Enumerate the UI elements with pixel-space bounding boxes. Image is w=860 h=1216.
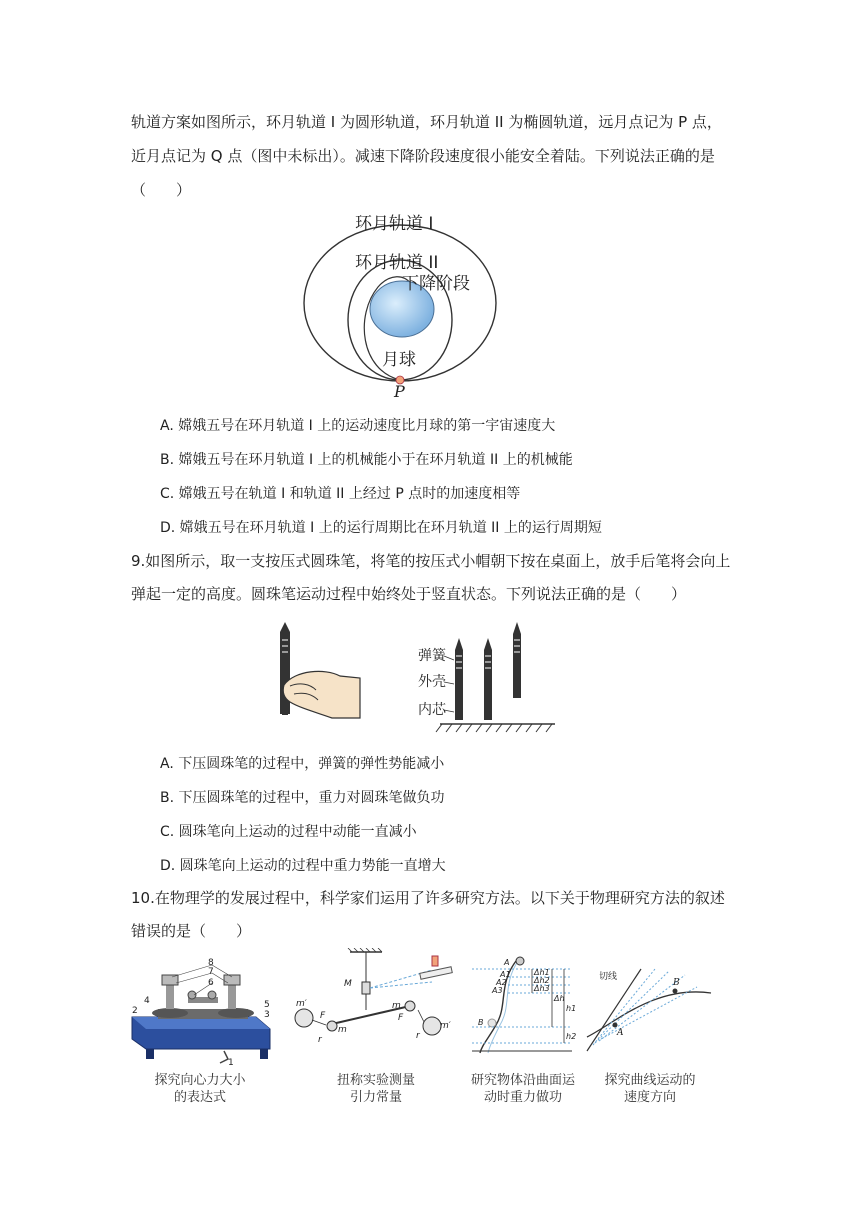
num-8: 8	[208, 958, 214, 968]
label-m-prime-left: m′	[296, 999, 307, 1009]
label-B-point: B	[673, 978, 680, 988]
q9-stem-line1: 9.如图所示，取一支按压式圆珠笔，将笔的按压式小帽朝下按在桌面上，放手后笔将会向上	[131, 552, 731, 570]
label-spring: 弹簧	[418, 648, 446, 664]
num-1: 1	[228, 1058, 234, 1067]
label-dh3: Δh3	[534, 984, 550, 993]
label-m-prime-right: m′	[440, 1021, 451, 1031]
num-4: 4	[144, 996, 150, 1006]
label-orbit-1: 环月轨道 I	[355, 214, 434, 234]
label-h1: h1	[566, 1004, 577, 1013]
label-A2: A2	[496, 978, 507, 987]
label-shell: 外壳	[418, 674, 446, 690]
hand-with-pen	[280, 622, 360, 718]
label-F-left: F	[320, 1011, 326, 1021]
label-A1: A1	[500, 970, 511, 979]
caption-curved-surface-line1: 研究物体沿曲面运	[470, 1073, 575, 1088]
curved-surface-figure	[468, 955, 580, 1059]
label-r-left: r	[318, 1035, 322, 1045]
label-F-right: F	[398, 1013, 404, 1023]
label-m-right: m	[392, 1001, 401, 1011]
q8-stem-line1: 轨道方案如图所示，环月轨道 I 为圆形轨道，环月轨道 II 为椭圆轨道，远月点记为 P 点，	[131, 113, 722, 131]
label-h2: h2	[566, 1032, 577, 1041]
caption-curve-velocity-line2: 速度方向	[623, 1090, 676, 1105]
caption-torsion-line1: 扭称实验测量	[336, 1073, 415, 1088]
q9-option-c: C. 圆珠笔向上运动的过程中动能一直减小	[160, 824, 417, 840]
num-2: 2	[132, 1006, 138, 1016]
q8-option-b: B. 嫦娥五号在环月轨道 I 上的机械能小于在环月轨道 II 上的机械能	[160, 452, 573, 468]
caption-centripetal-line2: 的表达式	[173, 1090, 226, 1105]
label-dh2: Δh2	[534, 976, 550, 985]
caption-curved-surface-line2: 动时重力做功	[483, 1090, 562, 1105]
label-orbit-2: 环月轨道 II	[355, 253, 439, 273]
num-5: 5	[264, 1000, 270, 1010]
q9-option-a: A. 下压圆珠笔的过程中，弹簧的弹性势能减小	[160, 756, 445, 772]
num-3: 3	[264, 1010, 270, 1020]
caption-torsion	[316, 1072, 436, 1106]
label-tangent: 切线	[599, 972, 618, 982]
caption-curve-velocity-line1: 探究曲线运动的	[604, 1073, 696, 1088]
label-B: B	[478, 1018, 484, 1027]
q8-option-a: A. 嫦娥五号在环月轨道 I 上的运动速度比月球的第一宇宙速度大	[160, 418, 556, 434]
label-r-right: r	[416, 1031, 420, 1041]
caption-curved-surface	[458, 1072, 588, 1106]
caption-centripetal	[140, 1072, 260, 1106]
caption-centripetal-line1: 探究向心力大小	[154, 1073, 246, 1088]
q8-stem-line2: 近月点记为 Q 点（图中未标出）。减速下降阶段速度很小能安全着陆。下列说法正确的是	[131, 147, 715, 165]
label-moon: 月球	[382, 350, 416, 370]
q9-option-b: B. 下压圆珠笔的过程中，重力对圆珠笔做负功	[160, 790, 445, 806]
label-dh: Δh	[554, 994, 565, 1003]
torsion-balance-figure	[292, 948, 460, 1058]
label-core: 内芯	[418, 702, 446, 718]
label-M: M	[344, 979, 352, 989]
num-6: 6	[208, 978, 214, 988]
num-7: 7	[208, 967, 214, 977]
label-p: P	[394, 382, 405, 400]
q8-option-d: D. 嫦娥五号在环月轨道 I 上的运行周期比在环月轨道 II 上的运行周期短	[160, 520, 602, 536]
pens-on-table	[436, 622, 555, 732]
q8-option-c: C. 嫦娥五号在轨道 I 和轨道 II 上经过 P 点时的加速度相等	[160, 486, 521, 502]
q10-stem-line2: 错误的是（ ）	[131, 922, 252, 940]
lunar-orbit-figure	[300, 205, 500, 400]
caption-curve-velocity	[590, 1072, 710, 1106]
label-A: A	[504, 958, 510, 967]
q9-option-d: D. 圆珠笔向上运动的过程中重力势能一直增大	[160, 858, 446, 874]
q8-stem-line3: （ ）	[131, 181, 192, 199]
curve-tangent-figure	[585, 965, 715, 1055]
label-A3: A3	[492, 986, 503, 995]
q10-stem-line1: 10.在物理学的发展过程中，科学家们运用了许多研究方法。以下关于物理研究方法的叙述	[131, 889, 725, 907]
label-dh1: Δh1	[534, 968, 550, 977]
label-A-point: A	[617, 1028, 624, 1038]
pen-figure	[270, 620, 560, 738]
centripetal-apparatus-figure	[128, 955, 276, 1067]
caption-torsion-line2: 引力常量	[349, 1090, 402, 1105]
q9-stem-line2: 弹起一定的高度。圆珠笔运动过程中始终处于竖直状态。下列说法正确的是（ ）	[131, 585, 687, 603]
label-descent: 下降阶段	[402, 274, 470, 294]
label-m-left: m	[338, 1025, 347, 1035]
